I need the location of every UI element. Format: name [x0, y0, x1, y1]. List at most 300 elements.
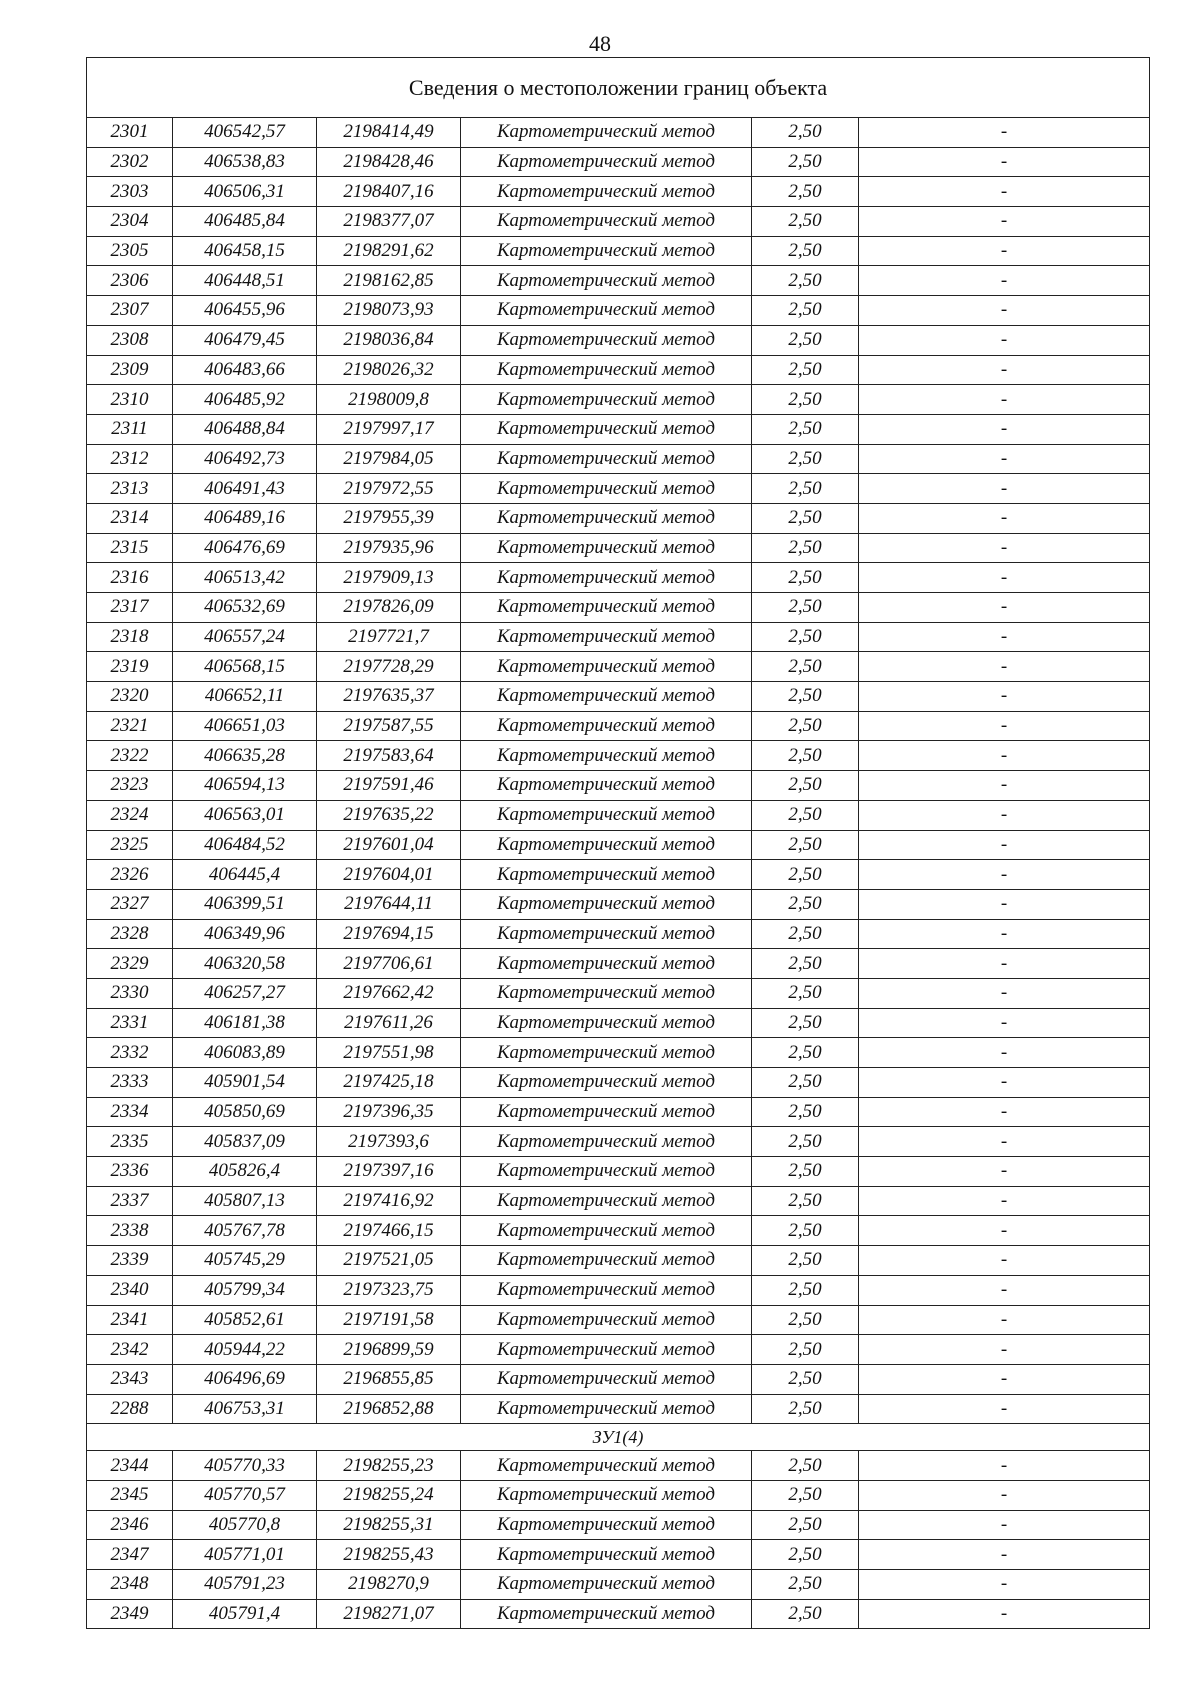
accuracy-cell: 2,50 — [752, 741, 859, 771]
accuracy-cell: 2,50 — [752, 385, 859, 415]
accuracy-cell: 2,50 — [752, 1038, 859, 1068]
point-number-cell: 2332 — [87, 1038, 173, 1068]
method-cell: Картометрический метод — [461, 1451, 752, 1481]
point-number-cell: 2322 — [87, 741, 173, 771]
point-number-cell: 2306 — [87, 266, 173, 296]
description-cell: - — [859, 919, 1150, 949]
method-cell: Картометрический метод — [461, 1068, 752, 1098]
table-row — [87, 1038, 1150, 1068]
y-coordinate-cell: 2197583,64 — [317, 741, 461, 771]
point-number-cell: 2321 — [87, 711, 173, 741]
point-number-cell: 2345 — [87, 1480, 173, 1510]
table-row — [87, 563, 1150, 593]
point-number-cell: 2323 — [87, 771, 173, 801]
point-number-cell: 2339 — [87, 1246, 173, 1276]
y-coordinate-cell: 2197601,04 — [317, 830, 461, 860]
x-coordinate-cell: 406181,38 — [173, 1008, 317, 1038]
x-coordinate-cell: 405807,13 — [173, 1186, 317, 1216]
accuracy-cell: 2,50 — [752, 949, 859, 979]
table-row — [87, 1540, 1150, 1570]
method-cell: Картометрический метод — [461, 236, 752, 266]
accuracy-cell: 2,50 — [752, 1305, 859, 1335]
table-row — [87, 1157, 1150, 1187]
method-cell: Картометрический метод — [461, 266, 752, 296]
description-cell: - — [859, 325, 1150, 355]
y-coordinate-cell: 2197466,15 — [317, 1216, 461, 1246]
point-number-cell: 2329 — [87, 949, 173, 979]
accuracy-cell: 2,50 — [752, 652, 859, 682]
point-number-cell: 2333 — [87, 1068, 173, 1098]
table-row — [87, 1451, 1150, 1481]
method-cell: Картометрический метод — [461, 1216, 752, 1246]
point-number-cell: 2320 — [87, 682, 173, 712]
accuracy-cell: 2,50 — [752, 1127, 859, 1157]
method-cell: Картометрический метод — [461, 1540, 752, 1570]
table-row — [87, 1097, 1150, 1127]
description-cell: - — [859, 1480, 1150, 1510]
description-cell: - — [859, 503, 1150, 533]
x-coordinate-cell: 406485,92 — [173, 385, 317, 415]
y-coordinate-cell: 2197997,17 — [317, 414, 461, 444]
accuracy-cell: 2,50 — [752, 1394, 859, 1424]
method-cell: Картометрический метод — [461, 1097, 752, 1127]
description-cell: - — [859, 1540, 1150, 1570]
description-cell: - — [859, 593, 1150, 623]
x-coordinate-cell: 406479,45 — [173, 325, 317, 355]
table-title: Сведения о местоположении границ объекта — [87, 58, 1150, 118]
table-row — [87, 978, 1150, 1008]
description-cell: - — [859, 1305, 1150, 1335]
table-row — [87, 1275, 1150, 1305]
method-cell: Картометрический метод — [461, 414, 752, 444]
point-number-cell: 2331 — [87, 1008, 173, 1038]
x-coordinate-cell: 406455,96 — [173, 296, 317, 326]
y-coordinate-cell: 2197721,7 — [317, 622, 461, 652]
y-coordinate-cell: 2197662,42 — [317, 978, 461, 1008]
accuracy-cell: 2,50 — [752, 860, 859, 890]
point-number-cell: 2301 — [87, 118, 173, 148]
description-cell: - — [859, 1510, 1150, 1540]
description-cell: - — [859, 355, 1150, 385]
method-cell: Картометрический метод — [461, 503, 752, 533]
method-cell: Картометрический метод — [461, 385, 752, 415]
point-number-cell: 2328 — [87, 919, 173, 949]
method-cell: Картометрический метод — [461, 1038, 752, 1068]
y-coordinate-cell: 2198291,62 — [317, 236, 461, 266]
accuracy-cell: 2,50 — [752, 622, 859, 652]
method-cell: Картометрический метод — [461, 860, 752, 890]
method-cell: Картометрический метод — [461, 147, 752, 177]
description-cell: - — [859, 1127, 1150, 1157]
method-cell: Картометрический метод — [461, 474, 752, 504]
method-cell: Картометрический метод — [461, 1570, 752, 1600]
accuracy-cell: 2,50 — [752, 207, 859, 237]
table-row — [87, 236, 1150, 266]
method-cell: Картометрический метод — [461, 741, 752, 771]
accuracy-cell: 2,50 — [752, 503, 859, 533]
y-coordinate-cell: 2198271,07 — [317, 1599, 461, 1629]
x-coordinate-cell: 406557,24 — [173, 622, 317, 652]
accuracy-cell: 2,50 — [752, 1510, 859, 1540]
x-coordinate-cell: 405770,8 — [173, 1510, 317, 1540]
accuracy-cell: 2,50 — [752, 1275, 859, 1305]
table-row — [87, 147, 1150, 177]
method-cell: Картометрический метод — [461, 1335, 752, 1365]
point-number-cell: 2314 — [87, 503, 173, 533]
point-number-cell: 2343 — [87, 1364, 173, 1394]
point-number-cell: 2303 — [87, 177, 173, 207]
x-coordinate-cell: 406320,58 — [173, 949, 317, 979]
x-coordinate-cell: 406506,31 — [173, 177, 317, 207]
point-number-cell: 2340 — [87, 1275, 173, 1305]
table-row — [87, 919, 1150, 949]
description-cell: - — [859, 652, 1150, 682]
method-cell: Картометрический метод — [461, 622, 752, 652]
table-row — [87, 355, 1150, 385]
description-cell: - — [859, 147, 1150, 177]
accuracy-cell: 2,50 — [752, 771, 859, 801]
method-cell: Картометрический метод — [461, 919, 752, 949]
point-number-cell: 2326 — [87, 860, 173, 890]
x-coordinate-cell: 406563,01 — [173, 800, 317, 830]
x-coordinate-cell: 406083,89 — [173, 1038, 317, 1068]
x-coordinate-cell: 406492,73 — [173, 444, 317, 474]
accuracy-cell: 2,50 — [752, 1480, 859, 1510]
description-cell: - — [859, 1246, 1150, 1276]
table-row — [87, 266, 1150, 296]
y-coordinate-cell: 2197591,46 — [317, 771, 461, 801]
x-coordinate-cell: 406445,4 — [173, 860, 317, 890]
x-coordinate-cell: 406399,51 — [173, 889, 317, 919]
method-cell: Картометрический метод — [461, 771, 752, 801]
x-coordinate-cell: 405799,34 — [173, 1275, 317, 1305]
description-cell: - — [859, 800, 1150, 830]
description-cell: - — [859, 771, 1150, 801]
x-coordinate-cell: 406491,43 — [173, 474, 317, 504]
table-row — [87, 385, 1150, 415]
x-coordinate-cell: 406488,84 — [173, 414, 317, 444]
accuracy-cell: 2,50 — [752, 1157, 859, 1187]
table-row — [87, 622, 1150, 652]
table-row — [87, 325, 1150, 355]
table-row — [87, 1510, 1150, 1540]
description-cell: - — [859, 711, 1150, 741]
x-coordinate-cell: 406448,51 — [173, 266, 317, 296]
y-coordinate-cell: 2197728,29 — [317, 652, 461, 682]
method-cell: Картометрический метод — [461, 1186, 752, 1216]
x-coordinate-cell: 405770,57 — [173, 1480, 317, 1510]
table-row — [87, 118, 1150, 148]
y-coordinate-cell: 2198036,84 — [317, 325, 461, 355]
point-number-cell: 2338 — [87, 1216, 173, 1246]
description-cell: - — [859, 414, 1150, 444]
point-number-cell: 2334 — [87, 1097, 173, 1127]
description-cell: - — [859, 741, 1150, 771]
y-coordinate-cell: 2197706,61 — [317, 949, 461, 979]
table-row — [87, 444, 1150, 474]
accuracy-cell: 2,50 — [752, 147, 859, 177]
x-coordinate-cell: 405901,54 — [173, 1068, 317, 1098]
point-number-cell: 2308 — [87, 325, 173, 355]
y-coordinate-cell: 2198255,23 — [317, 1451, 461, 1481]
table-row — [87, 1570, 1150, 1600]
x-coordinate-cell: 406496,69 — [173, 1364, 317, 1394]
table-row — [87, 1335, 1150, 1365]
x-coordinate-cell: 406483,66 — [173, 355, 317, 385]
table-row — [87, 771, 1150, 801]
accuracy-cell: 2,50 — [752, 919, 859, 949]
point-number-cell: 2349 — [87, 1599, 173, 1629]
y-coordinate-cell: 2197397,16 — [317, 1157, 461, 1187]
accuracy-cell: 2,50 — [752, 800, 859, 830]
accuracy-cell: 2,50 — [752, 1246, 859, 1276]
y-coordinate-cell: 2196899,59 — [317, 1335, 461, 1365]
point-number-cell: 2348 — [87, 1570, 173, 1600]
accuracy-cell: 2,50 — [752, 1599, 859, 1629]
method-cell: Картометрический метод — [461, 1275, 752, 1305]
y-coordinate-cell: 2197635,22 — [317, 800, 461, 830]
description-cell: - — [859, 207, 1150, 237]
point-number-cell: 2342 — [87, 1335, 173, 1365]
y-coordinate-cell: 2197587,55 — [317, 711, 461, 741]
y-coordinate-cell: 2197396,35 — [317, 1097, 461, 1127]
table-row — [87, 1599, 1150, 1629]
point-number-cell: 2316 — [87, 563, 173, 593]
description-cell: - — [859, 444, 1150, 474]
accuracy-cell: 2,50 — [752, 296, 859, 326]
description-cell: - — [859, 1097, 1150, 1127]
x-coordinate-cell: 406489,16 — [173, 503, 317, 533]
point-number-cell: 2317 — [87, 593, 173, 623]
description-cell: - — [859, 118, 1150, 148]
table-row — [87, 533, 1150, 563]
description-cell: - — [859, 177, 1150, 207]
description-cell: - — [859, 978, 1150, 1008]
x-coordinate-cell: 406349,96 — [173, 919, 317, 949]
y-coordinate-cell: 2198026,32 — [317, 355, 461, 385]
x-coordinate-cell: 405826,4 — [173, 1157, 317, 1187]
table-row — [87, 1394, 1150, 1424]
method-cell: Картометрический метод — [461, 978, 752, 1008]
method-cell: Картометрический метод — [461, 682, 752, 712]
point-number-cell: 2336 — [87, 1157, 173, 1187]
point-number-cell: 2302 — [87, 147, 173, 177]
method-cell: Картометрический метод — [461, 325, 752, 355]
table-row — [87, 474, 1150, 504]
description-cell: - — [859, 889, 1150, 919]
method-cell: Картометрический метод — [461, 830, 752, 860]
table-row — [87, 682, 1150, 712]
accuracy-cell: 2,50 — [752, 177, 859, 207]
point-number-cell: 2335 — [87, 1127, 173, 1157]
method-cell: Картометрический метод — [461, 1480, 752, 1510]
x-coordinate-cell: 405791,23 — [173, 1570, 317, 1600]
y-coordinate-cell: 2197611,26 — [317, 1008, 461, 1038]
y-coordinate-cell: 2196855,85 — [317, 1364, 461, 1394]
point-number-cell: 2337 — [87, 1186, 173, 1216]
x-coordinate-cell: 406257,27 — [173, 978, 317, 1008]
method-cell: Картометрический метод — [461, 1510, 752, 1540]
y-coordinate-cell: 2198073,93 — [317, 296, 461, 326]
x-coordinate-cell: 406458,15 — [173, 236, 317, 266]
section-header-row — [87, 1424, 1150, 1451]
x-coordinate-cell: 406485,84 — [173, 207, 317, 237]
description-cell: - — [859, 1570, 1150, 1600]
y-coordinate-cell: 2197984,05 — [317, 444, 461, 474]
table-row — [87, 1068, 1150, 1098]
y-coordinate-cell: 2198255,43 — [317, 1540, 461, 1570]
table-row — [87, 1246, 1150, 1276]
accuracy-cell: 2,50 — [752, 118, 859, 148]
point-number-cell: 2312 — [87, 444, 173, 474]
y-coordinate-cell: 2198377,07 — [317, 207, 461, 237]
x-coordinate-cell: 406542,57 — [173, 118, 317, 148]
method-cell: Картометрический метод — [461, 800, 752, 830]
table-row — [87, 1480, 1150, 1510]
point-number-cell: 2311 — [87, 414, 173, 444]
table-row — [87, 1008, 1150, 1038]
table-row — [87, 414, 1150, 444]
x-coordinate-cell: 405745,29 — [173, 1246, 317, 1276]
y-coordinate-cell: 2197521,05 — [317, 1246, 461, 1276]
x-coordinate-cell: 405767,78 — [173, 1216, 317, 1246]
table-row — [87, 593, 1150, 623]
accuracy-cell: 2,50 — [752, 1008, 859, 1038]
point-number-cell: 2309 — [87, 355, 173, 385]
accuracy-cell: 2,50 — [752, 474, 859, 504]
point-number-cell: 2330 — [87, 978, 173, 1008]
y-coordinate-cell: 2198255,24 — [317, 1480, 461, 1510]
table-title-row — [87, 58, 1150, 118]
description-cell: - — [859, 860, 1150, 890]
x-coordinate-cell: 406538,83 — [173, 147, 317, 177]
point-number-cell: 2305 — [87, 236, 173, 266]
accuracy-cell: 2,50 — [752, 830, 859, 860]
description-cell: - — [859, 830, 1150, 860]
x-coordinate-cell: 406652,11 — [173, 682, 317, 712]
accuracy-cell: 2,50 — [752, 1097, 859, 1127]
y-coordinate-cell: 2196852,88 — [317, 1394, 461, 1424]
accuracy-cell: 2,50 — [752, 889, 859, 919]
description-cell: - — [859, 622, 1150, 652]
x-coordinate-cell: 406651,03 — [173, 711, 317, 741]
y-coordinate-cell: 2198428,46 — [317, 147, 461, 177]
table-row — [87, 1364, 1150, 1394]
point-number-cell: 2344 — [87, 1451, 173, 1481]
x-coordinate-cell: 406594,13 — [173, 771, 317, 801]
description-cell: - — [859, 1364, 1150, 1394]
method-cell: Картометрический метод — [461, 355, 752, 385]
point-number-cell: 2310 — [87, 385, 173, 415]
table-row — [87, 503, 1150, 533]
y-coordinate-cell: 2198414,49 — [317, 118, 461, 148]
x-coordinate-cell: 406753,31 — [173, 1394, 317, 1424]
table-row — [87, 1127, 1150, 1157]
description-cell: - — [859, 1068, 1150, 1098]
table-row — [87, 830, 1150, 860]
method-cell: Картометрический метод — [461, 949, 752, 979]
y-coordinate-cell: 2197694,15 — [317, 919, 461, 949]
y-coordinate-cell: 2197955,39 — [317, 503, 461, 533]
accuracy-cell: 2,50 — [752, 711, 859, 741]
accuracy-cell: 2,50 — [752, 236, 859, 266]
method-cell: Картометрический метод — [461, 889, 752, 919]
x-coordinate-cell: 405850,69 — [173, 1097, 317, 1127]
description-cell: - — [859, 1038, 1150, 1068]
y-coordinate-cell: 2198270,9 — [317, 1570, 461, 1600]
method-cell: Картометрический метод — [461, 563, 752, 593]
point-number-cell: 2313 — [87, 474, 173, 504]
table-row — [87, 296, 1150, 326]
method-cell: Картометрический метод — [461, 444, 752, 474]
method-cell: Картометрический метод — [461, 118, 752, 148]
method-cell: Картометрический метод — [461, 1599, 752, 1629]
description-cell: - — [859, 1216, 1150, 1246]
method-cell: Картометрический метод — [461, 533, 752, 563]
description-cell: - — [859, 563, 1150, 593]
y-coordinate-cell: 2197935,96 — [317, 533, 461, 563]
y-coordinate-cell: 2197551,98 — [317, 1038, 461, 1068]
accuracy-cell: 2,50 — [752, 593, 859, 623]
method-cell: Картометрический метод — [461, 1364, 752, 1394]
x-coordinate-cell: 405837,09 — [173, 1127, 317, 1157]
point-number-cell: 2325 — [87, 830, 173, 860]
method-cell: Картометрический метод — [461, 711, 752, 741]
description-cell: - — [859, 1394, 1150, 1424]
description-cell: - — [859, 1335, 1150, 1365]
point-number-cell: 2327 — [87, 889, 173, 919]
y-coordinate-cell: 2197393,6 — [317, 1127, 461, 1157]
table-row — [87, 1305, 1150, 1335]
description-cell: - — [859, 1275, 1150, 1305]
y-coordinate-cell: 2197635,37 — [317, 682, 461, 712]
y-coordinate-cell: 2197416,92 — [317, 1186, 461, 1216]
accuracy-cell: 2,50 — [752, 1068, 859, 1098]
y-coordinate-cell: 2198162,85 — [317, 266, 461, 296]
table-row — [87, 652, 1150, 682]
method-cell: Картометрический метод — [461, 1157, 752, 1187]
accuracy-cell: 2,50 — [752, 1364, 859, 1394]
table-row — [87, 741, 1150, 771]
accuracy-cell: 2,50 — [752, 1335, 859, 1365]
y-coordinate-cell: 2197909,13 — [317, 563, 461, 593]
accuracy-cell: 2,50 — [752, 1216, 859, 1246]
method-cell: Картометрический метод — [461, 1305, 752, 1335]
method-cell: Картометрический метод — [461, 593, 752, 623]
table-row — [87, 889, 1150, 919]
accuracy-cell: 2,50 — [752, 266, 859, 296]
point-number-cell: 2319 — [87, 652, 173, 682]
point-number-cell: 2346 — [87, 1510, 173, 1540]
method-cell: Картометрический метод — [461, 1127, 752, 1157]
description-cell: - — [859, 1451, 1150, 1481]
x-coordinate-cell: 405944,22 — [173, 1335, 317, 1365]
accuracy-cell: 2,50 — [752, 1186, 859, 1216]
accuracy-cell: 2,50 — [752, 978, 859, 1008]
description-cell: - — [859, 682, 1150, 712]
point-number-cell: 2347 — [87, 1540, 173, 1570]
accuracy-cell: 2,50 — [752, 682, 859, 712]
accuracy-cell: 2,50 — [752, 414, 859, 444]
table-row — [87, 1186, 1150, 1216]
x-coordinate-cell: 405852,61 — [173, 1305, 317, 1335]
y-coordinate-cell: 2198255,31 — [317, 1510, 461, 1540]
description-cell: - — [859, 1186, 1150, 1216]
point-number-cell: 2315 — [87, 533, 173, 563]
description-cell: - — [859, 385, 1150, 415]
description-cell: - — [859, 1157, 1150, 1187]
y-coordinate-cell: 2197323,75 — [317, 1275, 461, 1305]
